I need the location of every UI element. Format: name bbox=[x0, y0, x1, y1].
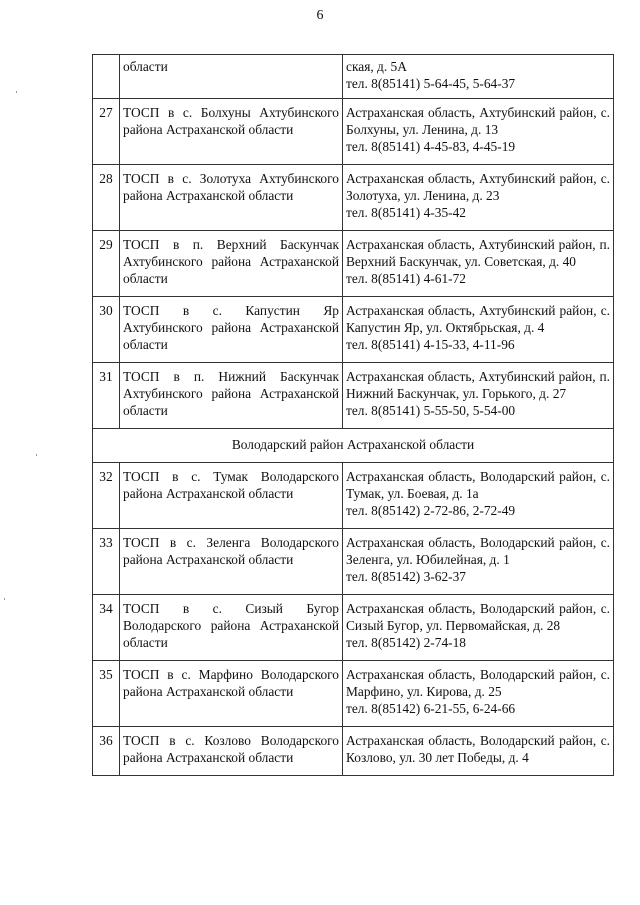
office-name-cell: ТОСП в с. Тумак Володарского района Астраханской области bbox=[120, 463, 343, 529]
address-text: Астраханская область, Володарский район, с. Марфино, ул. Кирова, д. 25 bbox=[346, 667, 610, 699]
phone-text: тел. 8(85142) 2-74-18 bbox=[346, 635, 467, 650]
page-number: 6 bbox=[316, 8, 324, 23]
row-number-cell bbox=[93, 55, 120, 99]
address-cell bbox=[343, 595, 614, 661]
office-name-cell: ТОСП в с. Марфино Володарского района Астраханской области bbox=[120, 661, 343, 727]
table-row bbox=[93, 595, 614, 661]
row-number-cell: 31 bbox=[93, 363, 120, 429]
address-text: Астраханская область, Ахтубинский район, с. Капустин Яр, ул. Октябрьская, д. 4 bbox=[346, 303, 610, 335]
row-number-cell: 33 bbox=[93, 529, 120, 595]
margin-mark bbox=[16, 91, 17, 93]
margin-mark bbox=[4, 598, 5, 600]
phone-text: тел. 8(85142) 6-21-55, 6-24-66 bbox=[346, 701, 516, 716]
office-name-cell: ТОСП в с. Зеленга Володарского района Астраханской области bbox=[120, 529, 343, 595]
phone-text: тел. 8(85141) 5-64-45, 5-64-37 bbox=[346, 76, 516, 91]
address-text: Астраханская область, Володарский район, с. Тумак, ул. Боевая, д. 1а bbox=[346, 469, 610, 501]
phone-text: тел. 8(85142) 3-62-37 bbox=[346, 569, 467, 584]
table-row bbox=[93, 165, 614, 231]
phone-text: тел. 8(85141) 4-45-83, 4-45-19 bbox=[346, 139, 516, 154]
row-number-cell: 35 bbox=[93, 661, 120, 727]
address-cell bbox=[343, 55, 614, 99]
table-row bbox=[93, 231, 614, 297]
table-row bbox=[93, 463, 614, 529]
phone-text: тел. 8(85142) 2-72-86, 2-72-49 bbox=[346, 503, 516, 518]
address-cell bbox=[343, 99, 614, 165]
address-text: Астраханская область, Володарский район, с. Сизый Бугор, ул. Первомайская, д. 28 bbox=[346, 601, 610, 633]
address-text: Астраханская область, Ахтубинский район, п. Нижний Баскунчак, ул. Горького, д. 27 bbox=[346, 369, 610, 401]
address-cell bbox=[343, 297, 614, 363]
address-text: Астраханская область, Ахтубинский район, с. Золотуха, ул. Ленина, д. 23 bbox=[346, 171, 610, 203]
address-text: Астраханская область, Володарский район, с. Козлово, ул. 30 лет Победы, д. 4 bbox=[346, 733, 610, 765]
address-text: Астраханская область, Володарский район, с. Зеленга, ул. Юбилейная, д. 1 bbox=[346, 535, 610, 567]
address-cell bbox=[343, 529, 614, 595]
table-row bbox=[93, 661, 614, 727]
office-name-cell: ТОСП в с. Золотуха Ахтубинского района Астраханской области bbox=[120, 165, 343, 231]
row-number-cell: 34 bbox=[93, 595, 120, 661]
phone-text: тел. 8(85141) 4-15-33, 4-11-96 bbox=[346, 337, 515, 352]
phone-text: тел. 8(85141) 5-55-50, 5-54-00 bbox=[346, 403, 516, 418]
office-name-cell: ТОСП в с. Козлово Володарского района Астраханской области bbox=[120, 727, 343, 776]
table-row bbox=[93, 99, 614, 165]
address-cell bbox=[343, 661, 614, 727]
table-group-akhtubinsky bbox=[93, 99, 614, 429]
table-row bbox=[93, 529, 614, 595]
row-number-cell: 36 bbox=[93, 727, 120, 776]
phone-text: тел. 8(85141) 4-61-72 bbox=[346, 271, 467, 286]
section-heading-row bbox=[93, 429, 614, 463]
table-row bbox=[93, 297, 614, 363]
table-row-continuation bbox=[93, 55, 614, 99]
address-cell bbox=[343, 727, 614, 776]
office-name-cell: ТОСП в с. Сизый Бугор Володарского района Астраханской области bbox=[120, 595, 343, 661]
address-cell bbox=[343, 363, 614, 429]
row-number-cell: 29 bbox=[93, 231, 120, 297]
row-number-cell: 27 bbox=[93, 99, 120, 165]
row-number-cell: 28 bbox=[93, 165, 120, 231]
registry-table bbox=[92, 54, 614, 776]
section-heading: Володарский район Астраханской области bbox=[93, 429, 614, 463]
margin-mark bbox=[36, 454, 37, 456]
table-group-volodarsky bbox=[93, 463, 614, 776]
office-name-cell: ТОСП в п. Верхний Баскунчак Ахтубинского района Астраханской области bbox=[120, 231, 343, 297]
office-name-cell: ТОСП в с. Болхуны Ахтубинского района Астраханской области bbox=[120, 99, 343, 165]
address-text: Астраханская область, Ахтубинский район, п. Верхний Баскунчак, ул. Советская, д. 40 bbox=[346, 237, 610, 269]
address-cell bbox=[343, 165, 614, 231]
address-text: ская, д. 5А bbox=[346, 59, 407, 74]
phone-text: тел. 8(85141) 4-35-42 bbox=[346, 205, 467, 220]
row-number-cell: 30 bbox=[93, 297, 120, 363]
address-cell bbox=[343, 463, 614, 529]
office-name-cell: ТОСП в п. Нижний Баскунчак Ахтубинского района Астраханской области bbox=[120, 363, 343, 429]
office-name-cell: области bbox=[120, 55, 343, 99]
address-text: Астраханская область, Ахтубинский район, с. Болхуны, ул. Ленина, д. 13 bbox=[346, 105, 610, 137]
table-row bbox=[93, 727, 614, 776]
office-name-cell: ТОСП в с. Капустин Яр Ахтубинского района Астраханской области bbox=[120, 297, 343, 363]
table-row bbox=[93, 363, 614, 429]
address-cell bbox=[343, 231, 614, 297]
row-number-cell: 32 bbox=[93, 463, 120, 529]
